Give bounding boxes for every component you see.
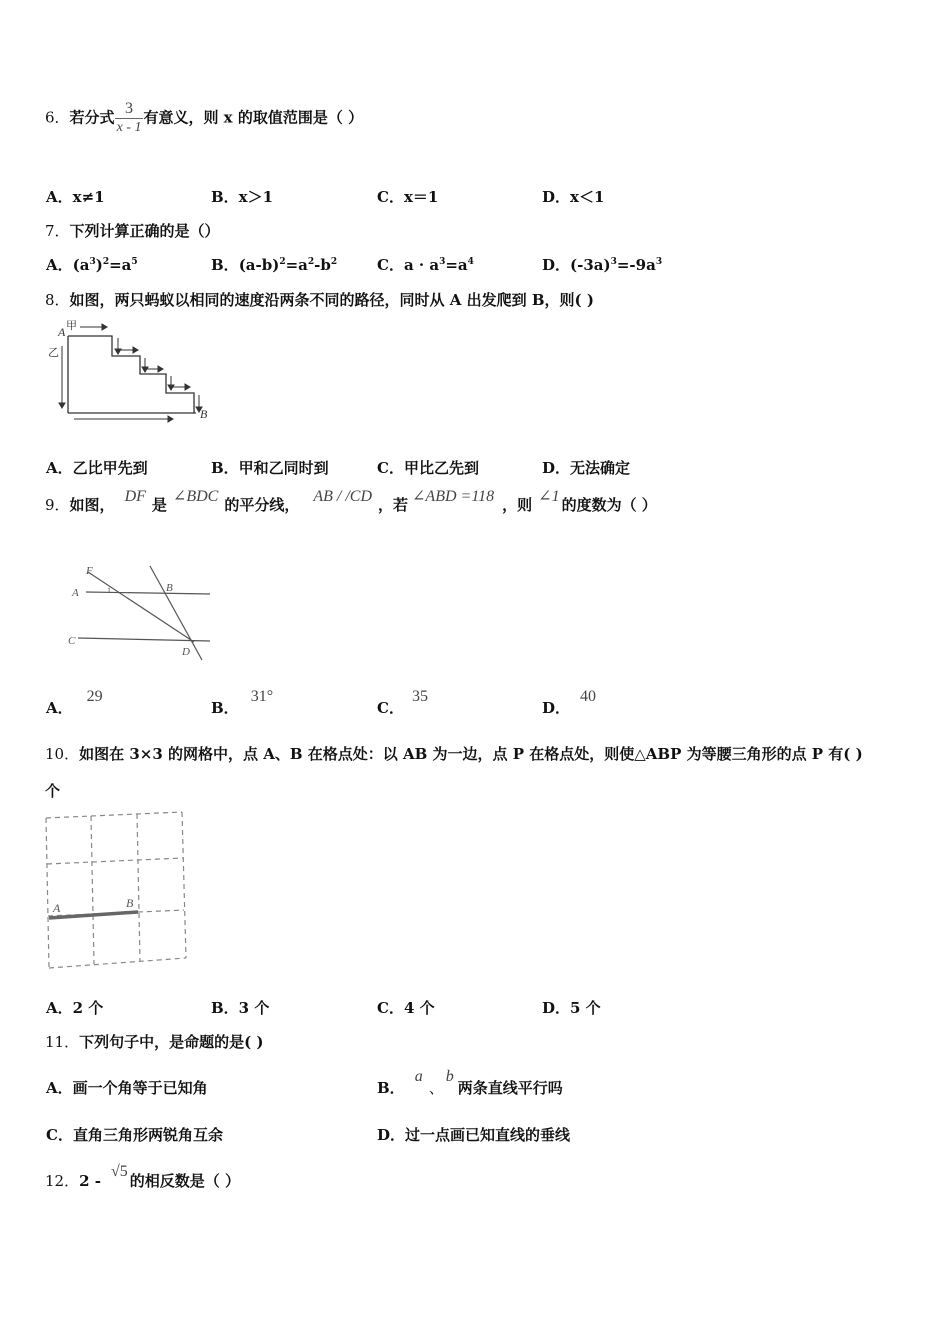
question-7 <box>45 220 220 241</box>
label-angle-1: 1 <box>107 586 111 595</box>
question-text: 如图，两只蚂蚁以相同的速度沿两条不同的路径，同时从 A 出发爬到 B，则( ) <box>69 291 594 309</box>
math-expr: (-3a) <box>570 256 611 274</box>
option-value: 31° <box>250 688 274 705</box>
option-label: B． <box>377 1079 405 1097</box>
math-expr: =a <box>109 256 132 274</box>
question-12 <box>45 1163 240 1191</box>
label-jia: 甲 <box>66 320 77 332</box>
option-c <box>377 688 428 718</box>
grid-figure <box>40 806 195 976</box>
question-text: 如图在 3×3 的网格中，点 A、B 在格点处：以 AB 为一边，点 P 在格点处，则使△ABP 为等腰三角形的点 P 有( ) <box>79 745 863 763</box>
question-text: ，则 <box>502 496 533 514</box>
option-d: D．无法确定 <box>542 459 631 477</box>
math-expr: =a <box>285 256 308 274</box>
math-angle-1: ∠1 <box>538 488 560 505</box>
math-angle-abd: ∠ABD =118 <box>412 488 495 505</box>
question-text: 是 <box>151 496 167 514</box>
option-value: 29 <box>86 688 103 705</box>
exponent: 2 <box>102 257 110 267</box>
label-b: B <box>166 582 173 594</box>
option-label: C． <box>377 256 404 274</box>
option-b <box>211 254 337 275</box>
option-label: D． <box>542 256 571 274</box>
math-expr: (a-b) <box>238 256 280 274</box>
question-number: 12． <box>45 1172 80 1190</box>
math-parallel: AB / /CD <box>313 488 372 505</box>
question-text: ，若 <box>378 496 409 514</box>
option-d: D．x＜1 <box>542 188 605 206</box>
option-label: A． <box>46 256 73 274</box>
question-number: 8． <box>45 291 70 309</box>
label-b: B <box>126 896 134 910</box>
option-a <box>46 254 138 275</box>
option-c: C．x＝1 <box>377 188 439 206</box>
question-text: 若分式 <box>69 108 115 127</box>
option-a: A．x≠1 <box>46 188 105 206</box>
exponent: 2 <box>330 257 338 267</box>
math-expr: =a <box>445 256 468 274</box>
label-f: F <box>86 565 93 577</box>
option-c: C．直角三角形两锐角互余 <box>46 1126 223 1144</box>
exponent: 2 <box>279 257 286 267</box>
question-number: 7． <box>45 222 70 240</box>
math-expr: -b <box>314 256 331 274</box>
option-d <box>542 688 597 718</box>
question-number: 10． <box>45 745 80 763</box>
question-text: 下列计算正确的是（） <box>69 222 220 240</box>
option-d: D．5 个 <box>542 999 601 1017</box>
exponent: 3 <box>655 257 663 267</box>
math-expr: a · a <box>403 256 440 274</box>
math-angle-bdc: ∠BDC <box>172 488 219 505</box>
question-number: 9． <box>45 496 70 514</box>
math-expr: ) <box>95 256 103 274</box>
option-a: A．画一个角等于已知角 <box>46 1079 208 1097</box>
option-label: B． <box>211 699 239 717</box>
question-text: 下列句子中，是命题的是( ) <box>79 1033 264 1051</box>
option-value: 35 <box>411 688 428 705</box>
option-label: D． <box>542 699 571 717</box>
staircase-figure <box>44 316 214 426</box>
option-d <box>542 254 662 275</box>
fraction-numerator: 3 <box>125 100 133 117</box>
question-text: 的平分线， <box>224 496 300 514</box>
option-a: A．乙比甲先到 <box>46 459 148 477</box>
exponent: 2 <box>307 257 315 267</box>
question-10-unit: 个 <box>45 782 61 800</box>
option-c: C．4 个 <box>377 999 435 1017</box>
math-df: DF <box>124 488 146 505</box>
question-number: 6． <box>45 108 70 127</box>
option-b: B．x＞1 <box>211 188 274 206</box>
label-d: D <box>182 646 190 658</box>
option-d: D．过一点画已知直线的垂线 <box>377 1126 571 1144</box>
exponent: 3 <box>439 257 446 267</box>
exponent: 4 <box>467 257 474 267</box>
option-c: C．甲比乙先到 <box>377 459 479 477</box>
option-label: B． <box>211 256 239 274</box>
fraction <box>115 100 144 137</box>
question-text: 如图， <box>69 496 115 514</box>
label-a: A <box>53 901 61 915</box>
geometry-figure <box>60 560 220 668</box>
label-a: A <box>58 325 66 339</box>
exponent: 5 <box>131 257 138 267</box>
label-yi: 乙 <box>48 347 59 359</box>
option-text: 两条直线平行吗 <box>457 1079 563 1097</box>
option-label: C． <box>377 699 404 717</box>
separator: 、 <box>428 1079 444 1097</box>
label-b: B <box>200 407 208 421</box>
option-b: B．3 个 <box>211 999 270 1017</box>
option-a: A．2 个 <box>46 999 104 1017</box>
option-value: 40 <box>580 688 597 705</box>
question-8 <box>45 289 594 310</box>
question-10 <box>45 743 863 764</box>
label-a: A <box>72 587 79 599</box>
math-sqrt: √5 <box>110 1163 128 1180</box>
option-b: B．甲和乙同时到 <box>211 459 329 477</box>
question-text: 有意义，则 x 的取值范围是（ ） <box>143 108 364 127</box>
option-b <box>211 688 274 718</box>
option-c <box>377 254 474 275</box>
option-label: A． <box>46 699 73 717</box>
fraction-denominator: x - 1 <box>116 120 142 135</box>
math-a: a <box>414 1068 423 1085</box>
exponent: 3 <box>610 257 617 267</box>
question-text: 的相反数是（ ） <box>129 1172 240 1190</box>
question-6 <box>45 100 363 137</box>
question-text: 的度数为（ ） <box>561 496 657 514</box>
question-number: 11． <box>45 1033 80 1051</box>
math-expr: 2 - <box>79 1172 101 1190</box>
math-expr: (a <box>72 256 90 274</box>
exponent: 3 <box>89 257 96 267</box>
option-b <box>377 1068 563 1098</box>
label-c: C <box>68 635 76 647</box>
question-9 <box>45 488 657 516</box>
math-b: b <box>445 1068 454 1085</box>
option-a <box>46 688 103 718</box>
math-expr: =-9a <box>616 256 656 274</box>
question-11 <box>45 1031 264 1052</box>
